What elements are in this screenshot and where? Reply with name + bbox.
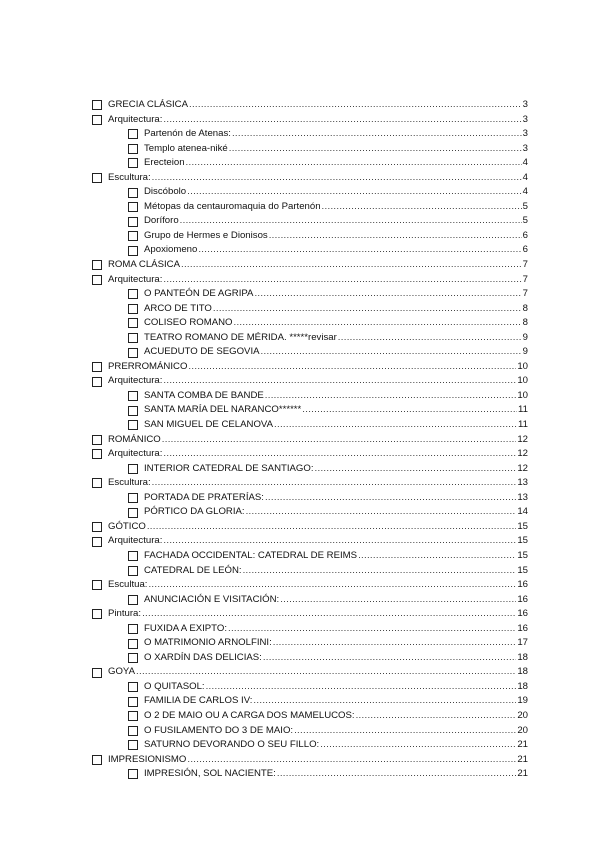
toc-page-number: 18 — [517, 666, 528, 678]
dot-leader — [254, 287, 521, 302]
toc-page-number: 6 — [522, 244, 528, 256]
toc-page-number: 3 — [522, 113, 528, 125]
toc-page-number: 15 — [517, 520, 528, 532]
checkbox-icon[interactable] — [92, 115, 102, 125]
toc-entry-title: COLISEO ROMANO — [144, 317, 233, 329]
checkbox-icon[interactable] — [128, 697, 138, 707]
toc-subsection-entry[interactable] — [92, 680, 528, 695]
checkbox-icon[interactable] — [128, 464, 138, 474]
dot-leader — [277, 767, 516, 782]
checkbox-icon[interactable] — [128, 202, 138, 212]
checkbox-icon[interactable] — [128, 595, 138, 605]
toc-subsection-entry[interactable] — [92, 651, 528, 666]
checkbox-icon[interactable] — [128, 231, 138, 241]
toc-subsection-entry[interactable] — [92, 127, 528, 142]
dot-leader — [187, 185, 522, 200]
toc-entry-title: SANTA MARÍA DEL NARANCO****** — [144, 404, 302, 416]
dot-leader — [294, 724, 516, 739]
checkbox-icon[interactable] — [128, 304, 138, 314]
toc-entry-title: Discóbolo — [144, 186, 187, 198]
dot-leader — [163, 113, 521, 128]
checkbox-icon[interactable] — [128, 318, 138, 328]
toc-subsection-entry[interactable] — [92, 462, 528, 477]
toc-page-number: 3 — [522, 128, 528, 140]
toc-section-entry[interactable] — [92, 753, 528, 768]
toc-page-number: 12 — [517, 448, 528, 460]
toc-page-number: 10 — [517, 360, 528, 372]
checkbox-icon[interactable] — [92, 377, 102, 387]
checkbox-icon[interactable] — [128, 333, 138, 343]
toc-entry-title: GÓTICO — [108, 520, 146, 532]
toc-subsection-entry[interactable] — [92, 505, 528, 520]
toc-subsection-entry[interactable] — [92, 302, 528, 317]
toc-entry-title: ANUNCIACIÓN E VISITACIÓN: — [144, 593, 280, 605]
toc-subsection-entry[interactable] — [92, 767, 528, 782]
toc-section-entry[interactable] — [92, 578, 528, 593]
dot-leader — [253, 694, 516, 709]
toc-page-number: 21 — [517, 768, 528, 780]
toc-section-entry[interactable] — [92, 447, 528, 462]
toc-entry-title: FUXIDA A EXIPTO: — [144, 622, 227, 634]
checkbox-icon[interactable] — [92, 260, 102, 270]
checkbox-icon[interactable] — [128, 348, 138, 358]
dot-leader — [338, 331, 522, 346]
dot-leader — [229, 142, 522, 157]
toc-entry-title: PÓRTICO DA GLORIA: — [144, 506, 245, 518]
checkbox-icon[interactable] — [128, 217, 138, 227]
checkbox-icon[interactable] — [92, 755, 102, 765]
dot-leader — [273, 636, 517, 651]
toc-page-number: 3 — [522, 99, 528, 110]
toc-page-number: 4 — [522, 186, 528, 198]
toc-entry-title: TEATRO ROMANO DE MÉRIDA. *****revisar — [144, 331, 337, 343]
checkbox-icon[interactable] — [128, 653, 138, 663]
checkbox-icon[interactable] — [128, 391, 138, 401]
checkbox-icon[interactable] — [128, 129, 138, 139]
toc-page-number: 5 — [522, 200, 528, 212]
toc-entry-title: CATEDRAL DE LEÓN: — [144, 564, 242, 576]
checkbox-icon[interactable] — [128, 188, 138, 198]
toc-entry-title: Pintura: — [108, 608, 142, 620]
toc-section-entry[interactable] — [92, 607, 528, 622]
toc-subsection-entry[interactable] — [92, 593, 528, 608]
checkbox-icon[interactable] — [92, 275, 102, 285]
dot-leader — [302, 403, 517, 418]
dot-leader — [163, 447, 516, 462]
toc-subsection-entry[interactable] — [92, 142, 528, 157]
dot-leader — [163, 273, 521, 288]
toc-entry-title: O 2 DE MAIO OU A CARGA DOS MAMELUCOS: — [144, 709, 355, 721]
toc-page-number: 19 — [517, 695, 528, 707]
dot-leader — [265, 389, 517, 404]
toc-entry-title: Arquitectura: — [108, 273, 163, 285]
checkbox-icon[interactable] — [92, 100, 102, 110]
toc-section-entry[interactable] — [92, 171, 528, 186]
toc-subsection-entry[interactable] — [92, 200, 528, 215]
toc-entry-title: GOYA — [108, 666, 136, 678]
toc-entry-title: Escultura: — [108, 477, 151, 489]
toc-entry-title: IMPRESIONISMO — [108, 753, 187, 765]
checkbox-icon[interactable] — [128, 158, 138, 168]
checkbox-icon[interactable] — [128, 726, 138, 736]
toc-entry-title: ROMÁNICO — [108, 433, 161, 445]
dot-leader — [213, 302, 522, 317]
toc-page-number: 18 — [517, 651, 528, 663]
toc-entry-title: Templo atenea-niké — [144, 142, 228, 154]
table-of-contents — [92, 98, 528, 782]
checkbox-icon[interactable] — [92, 609, 102, 619]
checkbox-icon[interactable] — [128, 246, 138, 256]
toc-page-number: 17 — [517, 637, 528, 649]
toc-page-number: 7 — [522, 259, 528, 271]
toc-subsection-entry[interactable] — [92, 403, 528, 418]
toc-section-entry[interactable] — [92, 433, 528, 448]
toc-page-number: 20 — [517, 724, 528, 736]
dot-leader — [234, 316, 522, 331]
toc-page-number: 4 — [522, 157, 528, 169]
toc-entry-title: PORTADA DE PRATERÍAS: — [144, 491, 264, 503]
toc-page-number: 13 — [517, 477, 528, 489]
toc-page-number: 3 — [522, 142, 528, 154]
dot-leader — [261, 345, 522, 360]
toc-page-number: 7 — [522, 273, 528, 285]
checkbox-icon[interactable] — [128, 624, 138, 634]
toc-page-number: 12 — [517, 433, 528, 445]
toc-page-number: 15 — [517, 564, 528, 576]
toc-subsection-entry[interactable] — [92, 724, 528, 739]
toc-entry-title: Arquitectura: — [108, 448, 163, 460]
toc-entry-title: O MATRIMONIO ARNOLFINI: — [144, 637, 272, 649]
dot-leader — [269, 229, 522, 244]
toc-page-number: 6 — [522, 229, 528, 241]
toc-entry-title: O XARDÍN DAS DELICIAS: — [144, 651, 262, 663]
toc-entry-title: Apoxiomeno — [144, 244, 198, 256]
toc-section-entry[interactable] — [92, 665, 528, 680]
dot-leader — [147, 520, 516, 535]
toc-entry-title: Escultura: — [108, 171, 151, 183]
toc-entry-title: SATURNO DEVORANDO O SEU FILLO: — [144, 739, 320, 751]
checkbox-icon[interactable] — [128, 682, 138, 692]
toc-entry-title: Erecteion — [144, 157, 185, 169]
toc-subsection-entry[interactable] — [92, 549, 528, 564]
dot-leader — [162, 433, 517, 448]
toc-page-number: 16 — [517, 622, 528, 634]
toc-subsection-entry[interactable] — [92, 243, 528, 258]
toc-page-number: 20 — [517, 709, 528, 721]
toc-entry-title: SANTA COMBA DE BANDE — [144, 389, 264, 401]
dot-leader — [315, 462, 517, 477]
dot-leader — [180, 214, 522, 229]
dot-leader — [181, 258, 522, 273]
toc-page-number: 12 — [517, 462, 528, 474]
toc-entry-title: Arquitectura: — [108, 375, 163, 387]
toc-page-number: 10 — [517, 389, 528, 401]
toc-section-entry[interactable] — [92, 273, 528, 288]
checkbox-icon[interactable] — [128, 508, 138, 518]
toc-subsection-entry[interactable] — [92, 229, 528, 244]
checkbox-icon[interactable] — [128, 289, 138, 299]
toc-entry-title: Arquitectura: — [108, 113, 163, 125]
toc-entry-title: PRERROMÁNICO — [108, 360, 188, 372]
checkbox-icon[interactable] — [92, 478, 102, 488]
dot-leader — [358, 549, 516, 564]
dot-leader — [320, 738, 516, 753]
checkbox-icon[interactable] — [128, 493, 138, 503]
toc-entry-title: SAN MIGUEL DE CELANOVA — [144, 419, 274, 431]
dot-leader — [280, 593, 516, 608]
toc-subsection-entry[interactable] — [92, 156, 528, 171]
toc-subsection-entry[interactable] — [92, 389, 528, 404]
dot-leader — [163, 374, 516, 389]
toc-page-number: 5 — [522, 215, 528, 227]
dot-leader — [189, 98, 522, 113]
toc-entry-title: Arquitectura: — [108, 535, 163, 547]
checkbox-icon[interactable] — [128, 420, 138, 430]
toc-entry-title: INTERIOR CATEDRAL DE SANTIAGO: — [144, 462, 314, 474]
toc-section-entry[interactable] — [92, 374, 528, 389]
checkbox-icon[interactable] — [92, 449, 102, 459]
dot-leader — [263, 651, 517, 666]
toc-section-entry[interactable] — [92, 113, 528, 128]
dot-leader — [246, 505, 517, 520]
toc-page-number: 11 — [518, 419, 528, 431]
toc-entry-title: Grupo de Hermes e Dionisos — [144, 229, 268, 241]
toc-subsection-entry[interactable] — [92, 709, 528, 724]
checkbox-icon[interactable] — [128, 406, 138, 416]
toc-page-number: 21 — [517, 739, 528, 751]
toc-subsection-entry[interactable] — [92, 491, 528, 506]
dot-leader — [356, 709, 517, 724]
toc-page-number: 9 — [522, 346, 528, 358]
toc-section-entry[interactable] — [92, 258, 528, 273]
toc-page-number: 7 — [522, 288, 528, 300]
checkbox-icon[interactable] — [128, 769, 138, 779]
toc-entry-title: ROMA CLÁSICA — [108, 259, 180, 271]
toc-entry-title: Escultua: — [108, 579, 148, 591]
dot-leader — [232, 127, 522, 142]
toc-page-number: 14 — [517, 506, 528, 518]
dot-leader — [265, 491, 516, 506]
checkbox-icon[interactable] — [128, 740, 138, 750]
checkbox-icon[interactable] — [128, 566, 138, 576]
checkbox-icon[interactable] — [92, 668, 102, 678]
dot-leader — [142, 607, 516, 622]
dot-leader — [148, 578, 516, 593]
toc-entry-title: GRECIA CLÁSICA — [108, 99, 188, 110]
toc-entry-title: FACHADA OCCIDENTAL: CATEDRAL DE REIMS — [144, 549, 358, 561]
toc-entry-title: Doríforo — [144, 215, 179, 227]
toc-entry-title: ACUEDUTO DE SEGOVIA — [144, 346, 260, 358]
toc-subsection-entry[interactable] — [92, 214, 528, 229]
toc-subsection-entry[interactable] — [92, 418, 528, 433]
dot-leader — [322, 200, 522, 215]
toc-page-number: 21 — [517, 753, 528, 765]
dot-leader — [163, 534, 516, 549]
toc-section-entry[interactable] — [92, 520, 528, 535]
toc-entry-title: ARCO DE TITO — [144, 302, 212, 314]
toc-page-number: 16 — [517, 593, 528, 605]
toc-page-number: 8 — [522, 302, 528, 314]
toc-subsection-entry[interactable] — [92, 331, 528, 346]
dot-leader — [136, 665, 516, 680]
toc-subsection-entry[interactable] — [92, 316, 528, 331]
dot-leader — [243, 564, 517, 579]
toc-subsection-entry[interactable] — [92, 185, 528, 200]
toc-subsection-entry[interactable] — [92, 694, 528, 709]
toc-page-number: 4 — [522, 171, 528, 183]
toc-page-number: 11 — [518, 404, 528, 416]
toc-entry-title: O PANTEÓN DE AGRIPA — [144, 288, 254, 300]
dot-leader — [188, 360, 516, 375]
toc-section-entry[interactable] — [92, 476, 528, 491]
toc-page-number: 13 — [517, 491, 528, 503]
toc-entry-title: FAMILIA DE CARLOS IV: — [144, 695, 253, 707]
toc-page-number: 16 — [517, 579, 528, 591]
dot-leader — [152, 171, 522, 186]
toc-subsection-entry[interactable] — [92, 564, 528, 579]
checkbox-icon[interactable] — [128, 551, 138, 561]
toc-page-number: 18 — [517, 680, 528, 692]
toc-page-number: 9 — [522, 331, 528, 343]
toc-page-number: 10 — [517, 375, 528, 387]
checkbox-icon[interactable] — [92, 435, 102, 445]
toc-page-number: 16 — [517, 608, 528, 620]
dot-leader — [198, 243, 521, 258]
checkbox-icon[interactable] — [92, 173, 102, 183]
toc-subsection-entry[interactable] — [92, 345, 528, 360]
checkbox-icon[interactable] — [128, 639, 138, 649]
checkbox-icon[interactable] — [92, 580, 102, 590]
toc-entry-title: Métopas da centauromaquia do Partenón — [144, 200, 321, 212]
dot-leader — [152, 476, 517, 491]
dot-leader — [206, 680, 517, 695]
toc-entry-title: O QUITASOL: — [144, 680, 205, 692]
checkbox-icon[interactable] — [92, 537, 102, 547]
toc-subsection-entry[interactable] — [92, 738, 528, 753]
dot-leader — [274, 418, 517, 433]
toc-section-entry[interactable] — [92, 534, 528, 549]
dot-leader — [186, 156, 522, 171]
toc-entry-title: IMPRESIÓN, SOL NACIENTE: — [144, 768, 276, 780]
toc-section-entry[interactable] — [92, 360, 528, 375]
dot-leader — [187, 753, 516, 768]
toc-subsection-entry[interactable] — [92, 287, 528, 302]
toc-entry-title: O FUSILAMENTO DO 3 DE MAIO: — [144, 724, 294, 736]
dot-leader — [228, 622, 516, 637]
checkbox-icon[interactable] — [92, 522, 102, 532]
toc-subsection-entry[interactable] — [92, 622, 528, 637]
checkbox-icon[interactable] — [128, 711, 138, 721]
checkbox-icon[interactable] — [128, 144, 138, 154]
toc-page-number: 8 — [522, 317, 528, 329]
checkbox-icon[interactable] — [92, 362, 102, 372]
toc-entry-title: Partenón de Atenas: — [144, 128, 231, 140]
toc-page-number: 15 — [517, 535, 528, 547]
toc-section-entry[interactable] — [92, 98, 528, 113]
toc-page-number: 15 — [517, 549, 528, 561]
toc-subsection-entry[interactable] — [92, 636, 528, 651]
